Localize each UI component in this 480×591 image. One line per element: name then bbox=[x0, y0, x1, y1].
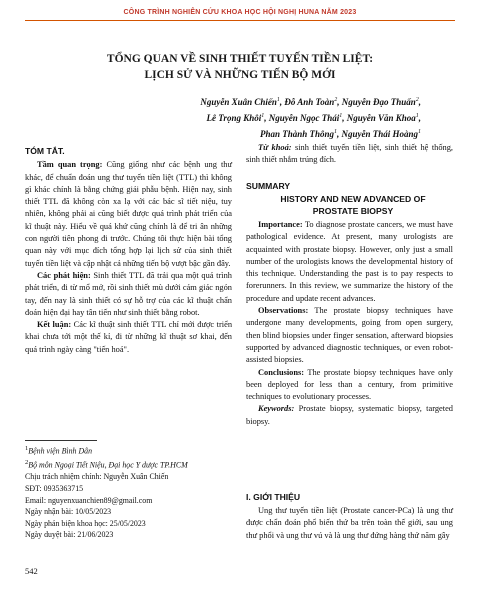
email-link[interactable]: Email: nguyenxuanchien89@gmail.com bbox=[25, 495, 153, 505]
abstract-en bbox=[246, 219, 453, 428]
abstract-conclusion: Kết luận: Các kĩ thuật sinh thiết TTL chỉ mới được triển khai chưa tới một thế kỉ, đi từ những kĩ thuật sơ khai, đến quá trình ngày càng "tiến hoá". bbox=[25, 320, 233, 354]
affiliation-2: $^2$Bộ môn Ngoại Tiết Niệu, Đại học Y dược TP.HCM bbox=[25, 459, 188, 470]
intro-heading: I. GIỚI THIỆU bbox=[246, 492, 301, 502]
corresponding-author: Chịu trách nhiệm chính: Nguyễn Xuân Chiến bbox=[25, 472, 169, 482]
keywords-vi: Từ khoá: sinh thiết tuyến tiền liệt, sinh thiết hệ thống, sinh thiết nhắm trúng đích. bbox=[246, 143, 453, 165]
reviewed-date: Ngày phản biện khoa học: 25/05/2023 bbox=[25, 518, 146, 528]
author-name: Đỗ Anh Toàn bbox=[284, 97, 335, 107]
summary-keywords: Keywords: Prostate biopsy, systematic biopsy, targeted biopsy. bbox=[246, 404, 453, 426]
abstract-vi bbox=[25, 145, 232, 356]
affiliation-1: $^1$Bệnh viện Bình Dân bbox=[25, 445, 93, 456]
page-number: 542 bbox=[25, 566, 38, 576]
label-findings: Các phát hiện: bbox=[37, 270, 91, 280]
author-name: Nguyễn Đạo Thuấn bbox=[341, 97, 416, 107]
article-title-line1: TỔNG QUAN VỀ SINH THIẾT TUYẾN TIỀN LIỆT: bbox=[106, 53, 374, 65]
author-line: Nguyễn Xuân Chiến$^1$, Đỗ Anh Toàn$^2$, Nguyễn Đạo Thuấn$^2$, bbox=[200, 97, 421, 107]
author-list bbox=[200, 93, 421, 141]
author-line: Lê Trọng Khôi$^1$, Nguyễn Ngọc Thái$^1$, Nguyễn Văn Khoa$^1$, bbox=[206, 113, 421, 123]
author-name: Nguyễn Thái Hoàng bbox=[341, 129, 418, 139]
abstract-heading: TÓM TẮT. bbox=[25, 146, 65, 156]
summary-conclusions: Conclusions: The prostate biopsy techniques have only been deployed for less than a century, from primitive techniques to evolutionary processes. bbox=[246, 367, 453, 402]
author-name: Nguyễn Ngọc Thái bbox=[268, 113, 340, 123]
footnote-divider bbox=[25, 440, 97, 441]
author-name: Nguyễn Văn Khoa bbox=[346, 113, 416, 123]
summary-importance: Importance: To diagnose prostate cancers, we must have pathological evidence. At present, many urologists are acquainted with prostate biopsy. However, only just a small number of the urologists knows the developmental history of this technique. Understanding the past is to pay respects to forerunners. In this review, we summarize the history of the procedure and update recent advances. bbox=[246, 220, 453, 303]
english-title-line1: HISTORY AND NEW ADVANCED OF bbox=[280, 194, 426, 204]
running-header: CÔNG TRÌNH NGHIÊN CỨU KHOA HỌC HỘI NGHỊ HUNA NĂM 2023 bbox=[123, 9, 357, 16]
intro-body bbox=[246, 505, 453, 542]
header-divider bbox=[25, 20, 455, 21]
english-title-line2: PROSTATE BIOPSY bbox=[312, 206, 394, 216]
author-name: Lê Trọng Khôi bbox=[206, 113, 262, 123]
author-name: Phan Thành Thông bbox=[259, 129, 334, 139]
author-name: Nguyễn Xuân Chiến bbox=[200, 97, 277, 107]
phone: SĐT: 0935363715 bbox=[25, 484, 84, 494]
article-title-line2: LỊCH SỬ VÀ NHỮNG TIẾN BỘ MỚI bbox=[144, 69, 336, 81]
english-title bbox=[253, 193, 453, 217]
label-conclusion: Kết luận: bbox=[37, 320, 72, 330]
received-date: Ngày nhận bài: 10/05/2023 bbox=[25, 507, 112, 517]
accepted-date: Ngày duyệt bài: 21/06/2023 bbox=[25, 530, 114, 540]
summary-observations: Observations: The prostate biopsy techniques have undergone many developments, going from open surgery, then blind biopsies under finger sensation, afterward biopsies supported by advanced diagnostic techniques, or even robot-assisted biopsies. bbox=[246, 306, 453, 365]
footnotes bbox=[25, 443, 232, 541]
summary-heading: SUMMARY bbox=[246, 181, 291, 191]
abstract-importance: Tầm quan trọng: Cũng giống như các bệnh ung thư khác, để chuẩn đoán ung thư tuyến tiền liệt (TTL) thì không gì khác chính là bằng chứng giải phẫu bệnh. Hiện nay, sinh thiết TTL đã không còn xa lạ với các bác sĩ tiết niệu, tuy nhiên, không phải ai cũng biết được quá trình phát triển của kĩ thuật này. Hiểu về quá khứ cũng chính là để tri ân những con người tiên phong đi trước. Chúng tôi thực hiện bài tổng quan này với mục đích tổng hợp lại lịch sử của sinh thiết tuyến tiền liệt và cập nhật cả những tiến bộ vượt bậc gần đây. bbox=[25, 160, 232, 268]
label-importance: Tầm quan trọng: bbox=[37, 160, 103, 170]
author-line: Phan Thành Thông$^1$, Nguyễn Thái Hoàng$^1$ bbox=[259, 129, 421, 139]
abstract-findings: Các phát hiện: Sinh thiết TTL đã trải qua một quá trình phát triển, đi từ mổ mở, rồi sinh thiết mù dưới cảm giác ngón tay, đến nay là sinh thiết có sự hỗ trợ của các kĩ thuật chẩn đoán hiện đại hay tân tiến như sinh thiết bằng robot. bbox=[25, 270, 232, 317]
label-keywords-vi: Từ khoá: bbox=[258, 143, 292, 152]
intro-paragraph: Ung thư tuyến tiền liệt (Prostate cancer-PCa) là ung thư được chẩn đoán phổ biến thứ ba trên toàn thế giới, sau ung thư phổi và ung thư vú và là ung thư đứng hàng thứ năm gây bbox=[246, 506, 453, 540]
